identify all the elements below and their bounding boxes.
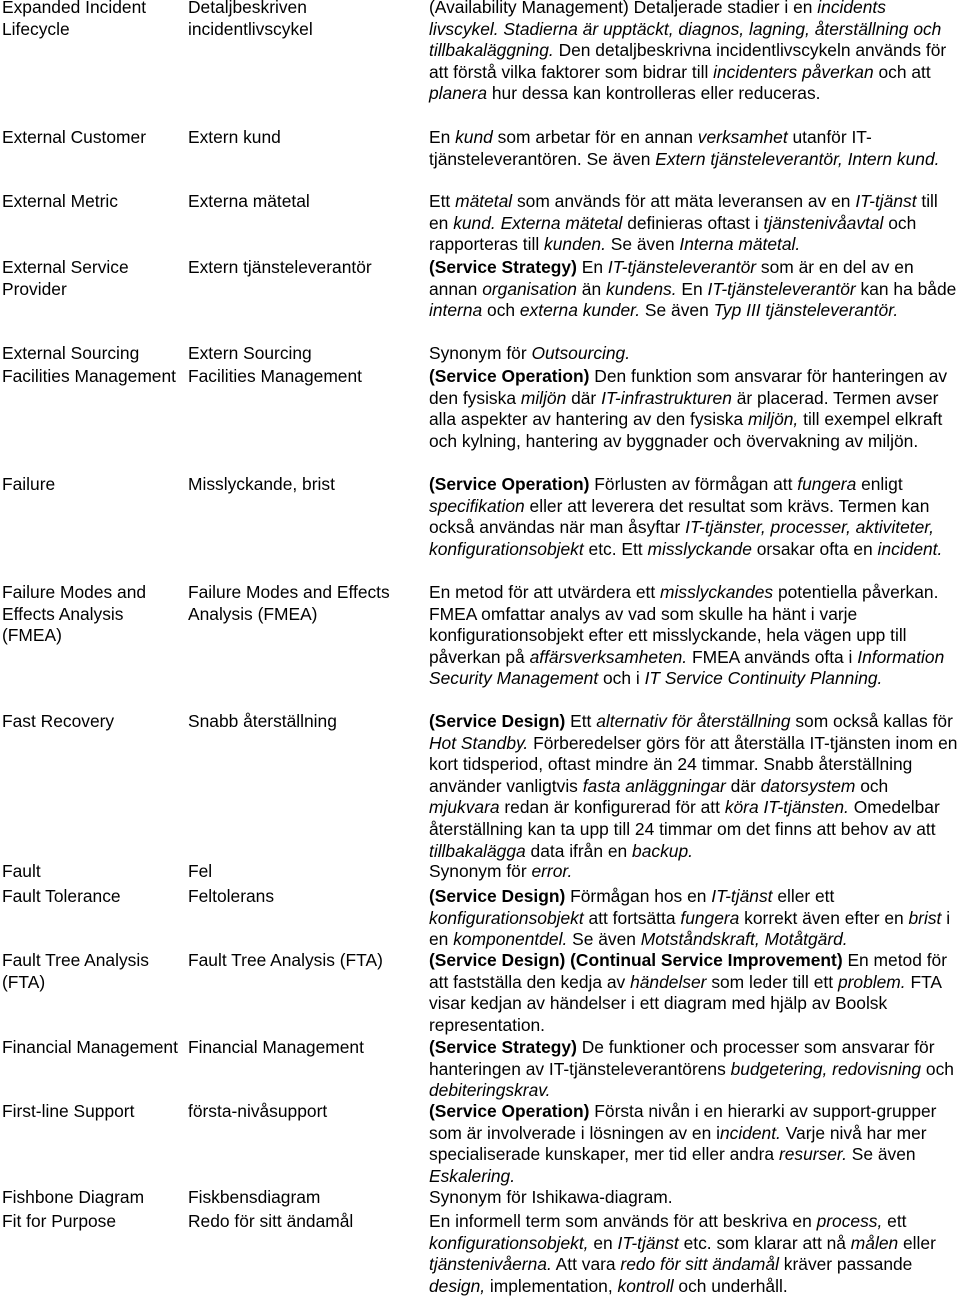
definition xyxy=(429,474,958,560)
definition xyxy=(429,582,958,690)
swedish-term: Fiskbensdiagram xyxy=(188,1187,321,1207)
term-reference: Information Security Management xyxy=(429,646,945,689)
english-term: Failure xyxy=(2,474,56,494)
term-reference: design, xyxy=(429,1275,486,1296)
term-reference: kunden. xyxy=(544,234,606,255)
definition-text: Synonym för xyxy=(429,343,532,363)
term-reference: ncident. xyxy=(719,1122,781,1143)
term-reference: Externa mätetal xyxy=(500,212,623,233)
definition xyxy=(429,191,958,256)
definition-text: som arbetar för en annan xyxy=(492,127,698,147)
definition-text: Synonym för Ishikawa-diagram. xyxy=(429,1187,673,1207)
definition-text: En xyxy=(576,257,608,277)
swedish-term: Fel xyxy=(188,861,213,881)
definition-text: att fortsätta xyxy=(583,907,681,928)
term-reference: datorsystem xyxy=(760,775,856,796)
definition xyxy=(429,343,958,365)
definition-text: Ett xyxy=(565,711,597,731)
term-reference: händelser xyxy=(630,971,707,992)
english-term: Financial Management xyxy=(2,1037,178,1057)
definition xyxy=(429,950,958,1036)
definition-text: Förlusten av förmågan att xyxy=(589,474,798,494)
term-reference: specifikation xyxy=(429,495,525,516)
definition-text: Att vara xyxy=(551,1254,621,1275)
definition-text: och rapporteras till xyxy=(429,212,917,255)
definition-text: och underhåll. xyxy=(673,1275,788,1296)
term-reference: incident. xyxy=(877,538,943,559)
definition-text: kan ha både xyxy=(855,278,957,299)
definition-text: De funktioner och processer som ansvarar för hanteringen av IT-tjänsteleverantörens xyxy=(429,1037,935,1079)
definition-text: eller ett xyxy=(772,886,835,906)
swedish-term: Facilities Management xyxy=(188,366,362,386)
definition-text: är placerad. Termen avser alla aspekter av hantering av den fysiska xyxy=(429,387,939,430)
definition xyxy=(429,886,958,951)
english-term: Fishbone Diagram xyxy=(2,1187,145,1207)
process-tag: (Service Operation) xyxy=(429,474,590,494)
definition-text: kräver passande xyxy=(778,1254,913,1275)
english-term: First-line Support xyxy=(2,1101,135,1121)
definition-text: hur dessa kan kontrolleras eller reduceras. xyxy=(487,83,821,104)
process-tag: (Service Strategy) xyxy=(429,1037,577,1057)
definition-text: orsakar ofta en xyxy=(751,538,878,559)
swedish-term: Failure Modes and Effects Analysis (FMEA) xyxy=(188,582,390,624)
definition-text: Varje nivå har mer specialiserade kunskaper, mer tid eller andra xyxy=(429,1122,927,1165)
term-reference: konfigurationsobjekt, xyxy=(429,1232,589,1253)
definition xyxy=(429,861,958,883)
definition-text: och xyxy=(855,775,889,796)
definition-text: Förmågan hos en xyxy=(565,886,712,906)
term-reference: Hot Standby. xyxy=(429,732,529,753)
definition-text: Första nivån i en hierarki av support-grupper som är involverade i lösningen av en i xyxy=(429,1101,937,1143)
term-reference: affärsverksamheten. xyxy=(529,646,688,667)
swedish-term: Financial Management xyxy=(188,1037,364,1057)
definition-text: en xyxy=(588,1232,618,1253)
swedish-term: Extern kund xyxy=(188,127,281,147)
term-reference: incidents livscykel. Stadierna är upptäckt, diagnos, lagning, återställning och tillbakaläggning. xyxy=(429,0,942,61)
definition-text: Synonym för xyxy=(429,861,532,881)
definition xyxy=(429,1101,958,1187)
definition-text: etc. som klarar att nå xyxy=(678,1232,851,1253)
term-reference: tjänstenivåavtal xyxy=(763,212,884,233)
definition-text: Förberedelser görs för att återställa IT-tjänsten inom en kort tidsperiod, oftast mindre än 24 timmar. Snabb återställning använder vanligtvis xyxy=(429,732,958,796)
definition-text: som är en del av en annan xyxy=(429,257,914,299)
term-reference: IT-tjänster, processer, aktiviteter, konfigurationsobjekt xyxy=(429,517,934,559)
english-term: Fault Tree Analysis (FTA) xyxy=(2,950,149,992)
term-reference: interna xyxy=(429,300,483,321)
definition xyxy=(429,1187,958,1209)
definition-text: enligt xyxy=(856,474,903,494)
swedish-term: Externa mätetal xyxy=(188,191,310,211)
definition-text: En xyxy=(676,278,708,299)
term-reference: köra IT-tjänsten. xyxy=(724,797,849,818)
definition-text: Omedelbar återställning kan ta upp till 24 timmar om det finns att behov av att xyxy=(429,797,940,839)
definition-text: eller att leverera det resultat som krävs. Termen kan också användas när man åsyftar xyxy=(429,495,930,538)
swedish-term: Fault Tree Analysis (FTA) xyxy=(188,950,383,970)
definition-text: Se även xyxy=(846,1144,916,1165)
definition-text: data ifrån en xyxy=(525,840,633,861)
definition-text: till exempel elkraft och kylning, hantering av byggnader och övervakning av miljön. xyxy=(429,409,943,451)
term-reference: Interna mätetal. xyxy=(679,234,801,255)
english-term: External Sourcing xyxy=(2,343,140,363)
term-reference: Typ III tjänsteleverantör. xyxy=(713,300,899,321)
term-reference: Outsourcing. xyxy=(531,343,631,363)
english-term: Fault Tolerance xyxy=(2,886,121,906)
term-reference: debiteringskrav. xyxy=(429,1080,551,1101)
english-term: Fault xyxy=(2,861,41,881)
definition-text: som också kallas för xyxy=(790,711,953,731)
definition-text: En metod för att fastställa den kedja av xyxy=(429,950,948,992)
definition-text: Se även xyxy=(605,234,680,255)
swedish-term: Misslyckande, brist xyxy=(188,474,335,494)
definition-text: redan är konfigurerad för att xyxy=(499,797,725,818)
definition-text: En informell term som används för att beskriva en xyxy=(429,1211,817,1231)
term-reference: fasta anläggningar xyxy=(582,775,726,796)
swedish-term: Extern tjänsteleverantör xyxy=(188,257,372,277)
process-tag: (Service Design) xyxy=(429,711,566,731)
definition-text: definieras oftast i xyxy=(622,212,764,233)
definition-text: ett xyxy=(882,1211,907,1231)
definition xyxy=(429,257,958,322)
definition-text: korrekt även efter en xyxy=(739,907,909,928)
definition-text: En xyxy=(429,127,456,147)
english-term: Fast Recovery xyxy=(2,711,115,731)
process-tag: (Service Operation) xyxy=(429,366,590,386)
definition xyxy=(429,1037,958,1102)
definition xyxy=(429,366,958,452)
definition-text: Se även xyxy=(640,300,714,321)
definition-text: där xyxy=(566,387,602,408)
swedish-term: Snabb återställning xyxy=(188,711,337,731)
term-reference: Extern tjänsteleverantör, Intern kund. xyxy=(655,148,940,169)
definition-text: än xyxy=(576,278,606,299)
definition-text: där xyxy=(725,775,761,796)
definition-text: (Availability Management) Detaljerade stadier i en xyxy=(429,0,818,17)
process-tag: (Service Design) (Continual Service Improvement) xyxy=(429,950,843,970)
term-reference: mätetal xyxy=(455,191,513,211)
process-tag: (Service Operation) xyxy=(429,1101,590,1121)
english-term: External Service Provider xyxy=(2,257,129,299)
definition-text: Den detaljbeskrivna incidentlivscykeln används för att förstå vilka faktorer som bidrar till xyxy=(429,40,947,82)
term-reference: externa kunder. xyxy=(519,300,641,321)
process-tag: (Service Strategy) xyxy=(429,257,577,277)
definition-text: En metod för att utvärdera ett xyxy=(429,582,661,602)
term-reference: incidenters påverkan xyxy=(713,61,874,82)
english-term: Facilities Management xyxy=(2,366,176,386)
term-reference: IT-tjänst xyxy=(617,1232,679,1253)
term-reference: IT Service Continuity Planning. xyxy=(644,668,883,689)
swedish-term: Extern Sourcing xyxy=(188,343,312,363)
term-reference: IT-tjänst xyxy=(711,886,773,906)
term-reference: kund. xyxy=(453,212,496,233)
term-reference: miljön, xyxy=(748,409,799,430)
term-reference: Motståndskraft, Motåtgärd. xyxy=(640,929,848,950)
swedish-term: Redo för sitt ändamål xyxy=(188,1211,354,1231)
swedish-term: Feltolerans xyxy=(188,886,275,906)
term-reference: Eskalering. xyxy=(429,1165,516,1186)
term-reference: process, xyxy=(816,1211,883,1231)
english-term: Expanded Incident Lifecycle xyxy=(2,0,147,39)
definition-text: FTA visar kedjan av händelser i ett diagram med hjälp av Boolsk representation. xyxy=(429,971,942,1035)
definition-text: FMEA används ofta i xyxy=(687,646,858,667)
term-reference: IT-tjänsteleverantör xyxy=(707,278,856,299)
term-reference: IT-infrastrukturen xyxy=(601,387,732,408)
definition xyxy=(429,127,958,170)
term-reference: organisation xyxy=(482,278,577,299)
definition-text: utanför IT-tjänsteleverantören. Se även xyxy=(429,127,872,169)
term-reference: backup. xyxy=(632,840,693,861)
term-reference: IT-tjänsteleverantör xyxy=(607,257,757,277)
term-reference: konfigurationsobjekt xyxy=(429,907,584,928)
term-reference: komponentdel. xyxy=(453,929,568,950)
term-reference: redo för sitt ändamål xyxy=(620,1254,779,1275)
definition-text: implementation, xyxy=(485,1275,618,1296)
english-term: External Metric xyxy=(2,191,118,211)
process-tag: (Service Design) xyxy=(429,886,566,906)
term-reference: tjänstenivåerna. xyxy=(429,1254,552,1275)
definition-text: Ett xyxy=(429,191,456,211)
term-reference: resurser. xyxy=(778,1144,847,1165)
english-term: External Customer xyxy=(2,127,147,147)
term-reference: kontroll xyxy=(617,1275,674,1296)
term-reference: error. xyxy=(531,861,573,881)
definition-text: till en xyxy=(429,191,938,233)
definition-text: etc. Ett xyxy=(583,538,648,559)
definition-text: som används för att mäta leveransen av en xyxy=(512,191,856,211)
definition-text: potentiella påverkan. FMEA omfattar analys av vad som skulle ha hänt i varje konfigurationsobjekt efter ett misslyckande, hela vägen upp till påverkan på xyxy=(429,582,939,667)
term-reference: fungera xyxy=(797,474,857,494)
term-reference: IT-tjänst xyxy=(855,191,917,211)
swedish-term: första-nivåsupport xyxy=(188,1101,328,1121)
term-reference: alternativ för återställning xyxy=(596,711,791,731)
definition-text: som leder till ett xyxy=(706,971,838,992)
term-reference: problem. xyxy=(837,971,906,992)
definition-text: Den funktion som ansvarar för hanteringen av den fysiska xyxy=(429,366,948,408)
term-reference: brist xyxy=(908,907,942,928)
definition-text: och att xyxy=(873,61,931,82)
term-reference: kund xyxy=(455,127,493,147)
definition-text: och xyxy=(482,300,520,321)
term-reference: fungera xyxy=(680,907,740,928)
term-reference: målen xyxy=(850,1232,899,1253)
term-reference: miljön xyxy=(520,387,567,408)
definition-text: i en xyxy=(429,907,951,950)
definition-text: och xyxy=(921,1058,954,1079)
definition-text: Se även xyxy=(567,929,641,950)
term-reference: verksamhet xyxy=(697,127,788,147)
definition xyxy=(429,0,958,105)
term-reference: planera xyxy=(429,83,488,104)
swedish-term: Detaljbeskriven incidentlivscykel xyxy=(188,0,313,39)
definition-text: eller xyxy=(898,1232,936,1253)
term-reference: budgetering, redovisning xyxy=(730,1058,922,1079)
english-term: Failure Modes and Effects Analysis (FMEA) xyxy=(2,582,147,646)
term-reference: tillbakalägga xyxy=(429,840,526,861)
english-term: Fit for Purpose xyxy=(2,1211,117,1231)
definition xyxy=(429,711,958,862)
definition-text: och i xyxy=(598,668,645,689)
definition xyxy=(429,1211,958,1297)
term-reference: misslyckandes xyxy=(660,582,774,602)
term-reference: misslyckande xyxy=(647,538,752,559)
term-reference: mjukvara xyxy=(429,797,500,818)
term-reference: kundens. xyxy=(605,278,677,299)
